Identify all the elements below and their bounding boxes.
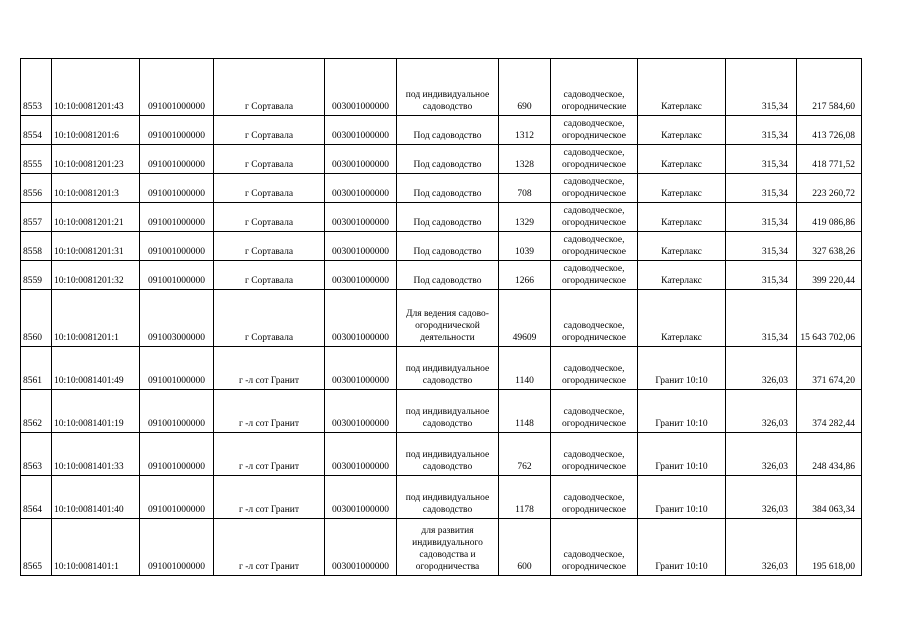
cell-area: 1039 — [499, 232, 551, 261]
cell-permitted-use — [397, 347, 499, 390]
cell-class-code: 003001000000 — [325, 174, 397, 203]
cell-cadastral-value: 327 638,26 — [797, 232, 862, 261]
cell-category — [551, 232, 638, 261]
cell-association: Катерлакс — [638, 174, 726, 203]
cell-category-line: огородническое — [561, 131, 627, 141]
cell-cadastral-value: 371 674,20 — [797, 347, 862, 390]
cell-specific-value: 315,34 — [726, 203, 797, 232]
cell-area: 1312 — [499, 116, 551, 145]
cell-okato-code: 091001000000 — [140, 347, 214, 390]
table-row — [21, 347, 862, 390]
cell-class-code: 003001000000 — [325, 59, 397, 116]
cell-category-line: огородническое — [561, 562, 627, 572]
cell-permitted-use — [397, 174, 499, 203]
cell-permitted-use-line: Под садоводство — [413, 160, 482, 170]
cell-cadastral-value: 413 726,08 — [797, 116, 862, 145]
cell-cadastral-number: 10:10:0081401:40 — [52, 476, 140, 519]
cell-cadastral-number: 10:10:0081401:19 — [52, 390, 140, 433]
cell-category — [551, 347, 638, 390]
cell-locality: г Сортавала — [214, 145, 325, 174]
cell-permitted-use-line: огороднической — [415, 321, 480, 331]
cell-permitted-use — [397, 390, 499, 433]
cell-row-number: 8555 — [21, 145, 52, 174]
cell-category-line: садоводческое, — [563, 119, 625, 129]
cell-category-line: садоводческое, — [563, 450, 625, 460]
cell-row-number: 8561 — [21, 347, 52, 390]
cell-permitted-use — [397, 116, 499, 145]
cell-association: Катерлакс — [638, 116, 726, 145]
cell-row-number: 8562 — [21, 390, 52, 433]
cell-category-line: огородническое — [561, 333, 627, 343]
cell-specific-value: 315,34 — [726, 232, 797, 261]
cell-category — [551, 261, 638, 290]
cell-category-line: садоводческое, — [563, 321, 625, 331]
cell-locality: г -л сот Гранит — [214, 519, 325, 576]
cell-okato-code: 091001000000 — [140, 476, 214, 519]
cell-category-line: огородническое — [561, 505, 627, 515]
cell-row-number: 8557 — [21, 203, 52, 232]
cell-permitted-use-line: индивидуального — [412, 538, 483, 548]
cell-category-line: огородническое — [561, 419, 627, 429]
cell-permitted-use-line: садоводство — [422, 419, 473, 429]
cell-permitted-use-line: Под садоводство — [413, 247, 482, 257]
cell-permitted-use-line: под индивидуальное — [405, 450, 490, 460]
cell-class-code: 003001000000 — [325, 145, 397, 174]
cell-specific-value: 326,03 — [726, 519, 797, 576]
cell-permitted-use-line: садоводство — [422, 102, 473, 112]
cell-class-code: 003001000000 — [325, 261, 397, 290]
cell-row-number: 8560 — [21, 290, 52, 347]
cell-category — [551, 290, 638, 347]
cell-class-code: 003001000000 — [325, 116, 397, 145]
cell-category — [551, 433, 638, 476]
cell-cadastral-value: 399 220,44 — [797, 261, 862, 290]
cell-category-line: садоводческое, — [563, 550, 625, 560]
cell-category — [551, 476, 638, 519]
cell-cadastral-number: 10:10:0081401:1 — [52, 519, 140, 576]
cell-cadastral-number: 10:10:0081201:21 — [52, 203, 140, 232]
cell-specific-value: 315,34 — [726, 290, 797, 347]
cell-category-line: садоводческое, — [563, 364, 625, 374]
cell-cadastral-number: 10:10:0081201:3 — [52, 174, 140, 203]
cell-permitted-use-line: под индивидуальное — [405, 364, 490, 374]
cell-class-code: 003001000000 — [325, 519, 397, 576]
cell-row-number: 8559 — [21, 261, 52, 290]
cell-okato-code: 091001000000 — [140, 433, 214, 476]
cell-cadastral-value: 217 584,60 — [797, 59, 862, 116]
cell-permitted-use — [397, 232, 499, 261]
cell-category-line: садоводческое, — [563, 264, 625, 274]
cell-specific-value: 326,03 — [726, 347, 797, 390]
cell-class-code: 003001000000 — [325, 433, 397, 476]
cell-category — [551, 519, 638, 576]
table-row — [21, 390, 862, 433]
cell-specific-value: 326,03 — [726, 390, 797, 433]
cell-okato-code: 091001000000 — [140, 261, 214, 290]
cell-okato-code: 091001000000 — [140, 174, 214, 203]
cell-locality: г -л сот Гранит — [214, 433, 325, 476]
cell-cadastral-value: 248 434,86 — [797, 433, 862, 476]
cell-permitted-use-line: Под садоводство — [413, 218, 482, 228]
cell-cadastral-value: 15 643 702,06 — [797, 290, 862, 347]
cell-locality: г Сортавала — [214, 174, 325, 203]
cell-specific-value: 326,03 — [726, 433, 797, 476]
cell-area: 1329 — [499, 203, 551, 232]
cell-permitted-use-line: для развития — [421, 526, 474, 536]
cell-permitted-use-line: Под садоводство — [413, 189, 482, 199]
cell-class-code: 003001000000 — [325, 232, 397, 261]
cell-specific-value: 315,34 — [726, 174, 797, 203]
cell-permitted-use-line: Под садоводство — [413, 276, 482, 286]
cell-row-number: 8554 — [21, 116, 52, 145]
cell-association: Гранит 10:10 — [638, 390, 726, 433]
cell-permitted-use — [397, 145, 499, 174]
cell-okato-code: 091001000000 — [140, 145, 214, 174]
cell-okato-code: 091001000000 — [140, 519, 214, 576]
cell-locality: г Сортавала — [214, 290, 325, 347]
table-row — [21, 145, 862, 174]
cell-permitted-use-line: садоводство — [422, 505, 473, 515]
table-row — [21, 261, 862, 290]
cell-cadastral-value: 418 771,52 — [797, 145, 862, 174]
cell-area: 762 — [499, 433, 551, 476]
cell-cadastral-number: 10:10:0081201:32 — [52, 261, 140, 290]
cell-locality: г -л сот Гранит — [214, 347, 325, 390]
cell-locality: г -л сот Гранит — [214, 476, 325, 519]
cell-area: 708 — [499, 174, 551, 203]
cell-locality: г Сортавала — [214, 116, 325, 145]
cell-category-line: садоводческое, — [563, 148, 625, 158]
cell-specific-value: 315,34 — [726, 145, 797, 174]
cell-category-line: огородническое — [561, 160, 627, 170]
cell-permitted-use-line: огородничества — [415, 562, 480, 572]
cell-area: 1178 — [499, 476, 551, 519]
cell-locality: г Сортавала — [214, 261, 325, 290]
cell-category-line: садоводческое, — [563, 177, 625, 187]
cell-cadastral-value: 419 086,86 — [797, 203, 862, 232]
cell-association: Гранит 10:10 — [638, 519, 726, 576]
cell-row-number: 8553 — [21, 59, 52, 116]
cell-category-line: огородническое — [561, 462, 627, 472]
cell-permitted-use-line: деятельности — [420, 333, 475, 343]
cell-row-number: 8563 — [21, 433, 52, 476]
cell-association: Катерлакс — [638, 261, 726, 290]
table-row — [21, 116, 862, 145]
cell-category-line: садоводческое, — [563, 493, 625, 503]
cell-cadastral-number: 10:10:0081201:6 — [52, 116, 140, 145]
cell-cadastral-number: 10:10:0081201:23 — [52, 145, 140, 174]
cell-area: 49609 — [499, 290, 551, 347]
table-row — [21, 290, 862, 347]
table-row — [21, 476, 862, 519]
cell-cadastral-number: 10:10:0081401:33 — [52, 433, 140, 476]
cell-row-number: 8556 — [21, 174, 52, 203]
cell-permitted-use — [397, 261, 499, 290]
cell-cadastral-number: 10:10:0081401:49 — [52, 347, 140, 390]
cell-association: Катерлакс — [638, 290, 726, 347]
cell-class-code: 003001000000 — [325, 290, 397, 347]
cell-permitted-use-line: Для ведения садово- — [406, 309, 489, 319]
cell-locality: г Сортавала — [214, 203, 325, 232]
cell-association: Катерлакс — [638, 59, 726, 116]
cell-class-code: 003001000000 — [325, 203, 397, 232]
cell-okato-code: 091003000000 — [140, 290, 214, 347]
cell-permitted-use-line: садоводство — [422, 462, 473, 472]
cell-row-number: 8565 — [21, 519, 52, 576]
cell-permitted-use-line: под индивидуальное — [405, 90, 490, 100]
cell-cadastral-number: 10:10:0081201:31 — [52, 232, 140, 261]
cell-association: Гранит 10:10 — [638, 347, 726, 390]
cell-association: Гранит 10:10 — [638, 476, 726, 519]
table-row — [21, 203, 862, 232]
cell-permitted-use-line: под индивидуальное — [405, 407, 490, 417]
cell-category-line: огороднические — [561, 102, 627, 112]
cell-category-line: огородническое — [561, 247, 627, 257]
cell-permitted-use — [397, 290, 499, 347]
cell-area: 1328 — [499, 145, 551, 174]
cell-category — [551, 116, 638, 145]
cell-area: 600 — [499, 519, 551, 576]
cell-okato-code: 091001000000 — [140, 59, 214, 116]
cell-permitted-use — [397, 476, 499, 519]
cell-category-line: садоводческое, — [563, 235, 625, 245]
cell-area: 690 — [499, 59, 551, 116]
cell-category — [551, 145, 638, 174]
cell-specific-value: 315,34 — [726, 116, 797, 145]
cell-cadastral-value: 195 618,00 — [797, 519, 862, 576]
table-row — [21, 174, 862, 203]
cell-category-line: садоводческое, — [563, 407, 625, 417]
cell-row-number: 8558 — [21, 232, 52, 261]
cell-category-line: огородническое — [561, 376, 627, 386]
cell-area: 1148 — [499, 390, 551, 433]
cell-okato-code: 091001000000 — [140, 203, 214, 232]
cell-category-line: огородническое — [561, 276, 627, 286]
cell-permitted-use — [397, 203, 499, 232]
cell-specific-value: 315,34 — [726, 59, 797, 116]
cell-permitted-use-line: под индивидуальное — [405, 493, 490, 503]
cell-area: 1266 — [499, 261, 551, 290]
cell-category — [551, 390, 638, 433]
cell-row-number: 8564 — [21, 476, 52, 519]
cell-permitted-use-line: садоводство — [422, 376, 473, 386]
cell-locality: г -л сот Гранит — [214, 390, 325, 433]
cell-specific-value: 326,03 — [726, 476, 797, 519]
cell-okato-code: 091001000000 — [140, 116, 214, 145]
cell-association: Катерлакс — [638, 203, 726, 232]
cell-class-code: 003001000000 — [325, 476, 397, 519]
table-row — [21, 433, 862, 476]
cell-class-code: 003001000000 — [325, 390, 397, 433]
cell-cadastral-value: 223 260,72 — [797, 174, 862, 203]
cell-cadastral-value: 374 282,44 — [797, 390, 862, 433]
table-row — [21, 232, 862, 261]
cell-cadastral-number: 10:10:0081201:43 — [52, 59, 140, 116]
cell-association: Катерлакс — [638, 145, 726, 174]
cell-locality: г Сортавала — [214, 59, 325, 116]
land-plots-table — [20, 58, 862, 576]
cell-category-line: садоводческое, — [563, 206, 625, 216]
cell-cadastral-value: 384 063,34 — [797, 476, 862, 519]
cell-category-line: огородническое — [561, 189, 627, 199]
cell-okato-code: 091001000000 — [140, 232, 214, 261]
table-row — [21, 519, 862, 576]
cell-permitted-use — [397, 59, 499, 116]
cell-area: 1140 — [499, 347, 551, 390]
cell-cadastral-number: 10:10:0081201:1 — [52, 290, 140, 347]
cell-class-code: 003001000000 — [325, 347, 397, 390]
cell-category — [551, 59, 638, 116]
cell-category — [551, 174, 638, 203]
table-row — [21, 59, 862, 116]
cell-okato-code: 091001000000 — [140, 390, 214, 433]
cell-permitted-use — [397, 519, 499, 576]
cell-category-line: садоводческое, — [563, 90, 625, 100]
cell-association: Катерлакс — [638, 232, 726, 261]
cell-permitted-use-line: Под садоводство — [413, 131, 482, 141]
cell-locality: г Сортавала — [214, 232, 325, 261]
cell-permitted-use — [397, 433, 499, 476]
cell-association: Гранит 10:10 — [638, 433, 726, 476]
cell-specific-value: 315,34 — [726, 261, 797, 290]
cell-category-line: огородническое — [561, 218, 627, 228]
cell-permitted-use-line: садоводства и — [419, 550, 476, 560]
cell-category — [551, 203, 638, 232]
